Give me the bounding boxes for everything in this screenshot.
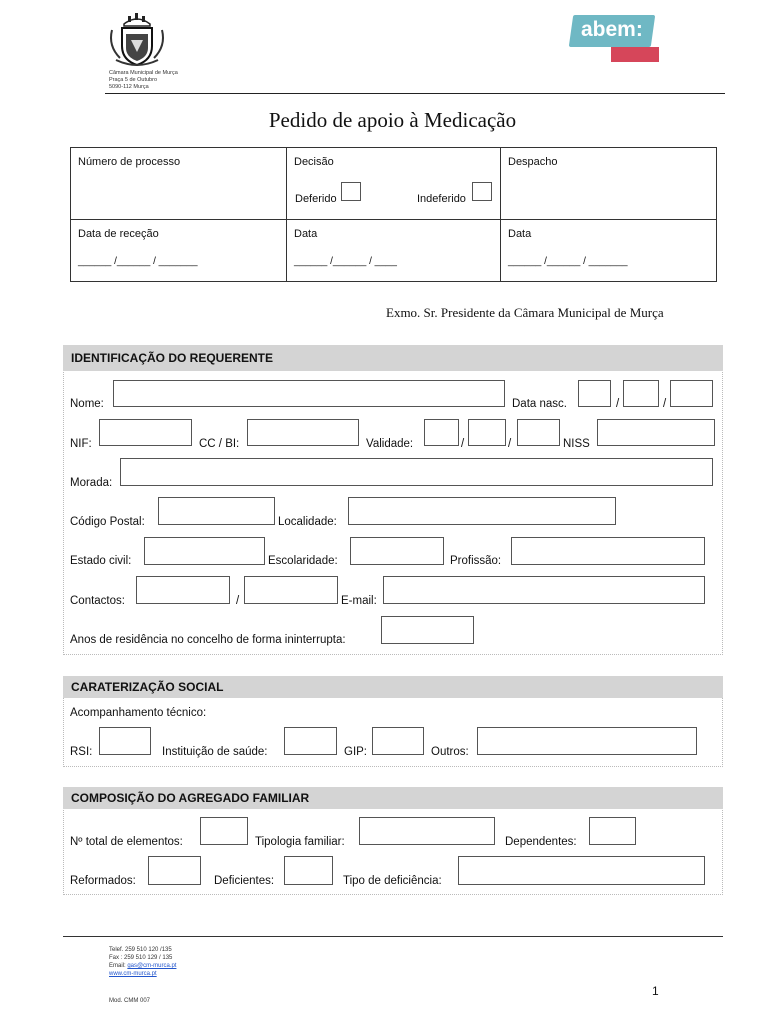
deferido-label: Deferido — [295, 193, 337, 205]
postal-code-input[interactable] — [158, 497, 275, 525]
validity-day-input[interactable] — [424, 419, 459, 446]
retired-input[interactable] — [148, 856, 201, 885]
gip-input[interactable] — [372, 727, 424, 755]
profession-input[interactable] — [511, 537, 705, 565]
disability-type-label: Tipo de deficiência: — [343, 875, 442, 887]
footer-email-label: Email: — [109, 963, 126, 969]
name-input[interactable] — [113, 380, 505, 407]
header-divider — [105, 93, 725, 94]
cc-bi-label: CC / BI: — [199, 438, 240, 450]
addressee: Exmo. Sr. Presidente da Câmara Municipal de Murça — [386, 305, 664, 320]
total-members-label: Nº total de elementos: — [70, 836, 183, 848]
locality-label: Localidade: — [278, 516, 337, 528]
nif-label: NIF: — [70, 438, 92, 450]
slash: / — [663, 398, 667, 410]
dependents-label: Dependentes: — [505, 836, 577, 848]
address-label: Morada: — [70, 477, 113, 489]
others-label: Outros: — [431, 746, 469, 758]
dispatch-label: Despacho — [508, 156, 558, 168]
footer-website-link[interactable]: www.cm-murca.pt — [109, 971, 157, 977]
social-characterization-heading: CARATERIZAÇÃO SOCIAL — [63, 676, 723, 698]
marital-status-label: Estado civil: — [70, 555, 132, 567]
disabled-input[interactable] — [284, 856, 333, 885]
total-members-input[interactable] — [200, 817, 248, 845]
validity-month-input[interactable] — [468, 419, 506, 446]
contact-1-input[interactable] — [136, 576, 230, 604]
disability-type-input[interactable] — [458, 856, 705, 885]
birthdate-month-input[interactable] — [623, 380, 659, 407]
footer-email-link[interactable]: gas@cm-murca.pt — [127, 963, 177, 969]
deferido-checkbox[interactable] — [341, 182, 361, 201]
municipal-coat-of-arms-logo — [106, 10, 168, 68]
niss-label: NISS — [563, 438, 590, 450]
birthdate-day-input[interactable] — [578, 380, 611, 407]
marital-status-input[interactable] — [144, 537, 265, 565]
slash: / — [508, 438, 512, 450]
education-label: Escolaridade: — [268, 555, 338, 567]
cc-bi-input[interactable] — [247, 419, 359, 446]
birthdate-label: Data nasc. — [512, 398, 567, 410]
profession-label: Profissão: — [450, 555, 502, 567]
abem-logo — [571, 15, 661, 65]
gip-label: GIP: — [344, 746, 368, 758]
process-number-label: Número de processo — [78, 156, 181, 168]
reception-date-label: Data de receção — [78, 228, 159, 240]
years-residence-input[interactable] — [381, 616, 474, 644]
indeferido-label: Indeferido — [417, 193, 466, 205]
household-composition-heading: COMPOSIÇÃO DO AGREGADO FAMILIAR — [63, 787, 723, 809]
education-input[interactable] — [350, 537, 444, 565]
family-typology-label: Tipologia familiar: — [255, 836, 345, 848]
footer-telephone: Telef. 259 510 120 /135 — [109, 947, 172, 953]
footer-fax: Fax : 259 510 129 / 135 — [109, 955, 173, 961]
others-input[interactable] — [477, 727, 697, 755]
email-input[interactable] — [383, 576, 705, 604]
years-residence-label: Anos de residência no concelho de forma ininterrupta: — [70, 634, 346, 646]
slash: / — [236, 595, 240, 607]
health-institution-label: Instituição de saúde: — [162, 746, 268, 758]
footer-contacts — [109, 946, 176, 978]
validity-label: Validade: — [366, 438, 414, 450]
page-title: Pedido de apoio à Medicação — [268, 108, 517, 132]
address-input[interactable] — [120, 458, 713, 486]
rsi-input[interactable] — [99, 727, 151, 755]
health-institution-input[interactable] — [284, 727, 337, 755]
decision-date-label: Data — [294, 228, 318, 240]
family-typology-input[interactable] — [359, 817, 495, 845]
page-number: 1 — [652, 984, 659, 998]
contacts-label: Contactos: — [70, 595, 125, 607]
decision-label: Decisão — [294, 156, 334, 168]
locality-input[interactable] — [348, 497, 616, 525]
form-model-code: Mod. CMM 007 — [109, 998, 151, 1004]
municipal-address: Câmara Municipal de Murça Praça 5 de Outubro 5090-112 Murça — [109, 70, 178, 90]
rsi-label: RSI: — [70, 746, 93, 758]
birthdate-year-input[interactable] — [670, 380, 713, 407]
nif-input[interactable] — [99, 419, 192, 446]
email-label: E-mail: — [341, 595, 377, 607]
name-label: Nome: — [70, 398, 104, 410]
indeferido-checkbox[interactable] — [472, 182, 492, 201]
dispatch-date-field[interactable]: ______ /______ / _______ — [508, 256, 628, 267]
dispatch-date-label: Data — [508, 228, 532, 240]
slash: / — [616, 398, 620, 410]
validity-year-input[interactable] — [517, 419, 560, 446]
dependents-input[interactable] — [589, 817, 636, 845]
decision-date-field[interactable]: ______ /______ / ____ — [294, 256, 397, 267]
contact-2-input[interactable] — [244, 576, 338, 604]
niss-input[interactable] — [597, 419, 715, 446]
slash: / — [461, 438, 465, 450]
reception-date-field[interactable]: ______ /______ / _______ — [78, 256, 198, 267]
technical-follow-up-label: Acompanhamento técnico: — [70, 707, 207, 719]
identification-heading: IDENTIFICAÇÃO DO REQUERENTE — [63, 345, 723, 371]
footer-divider — [63, 936, 723, 937]
postal-code-label: Código Postal: — [70, 516, 145, 528]
disabled-label: Deficientes: — [214, 875, 275, 887]
retired-label: Reformados: — [70, 875, 136, 887]
abem-logo-text: abem: — [581, 18, 643, 41]
